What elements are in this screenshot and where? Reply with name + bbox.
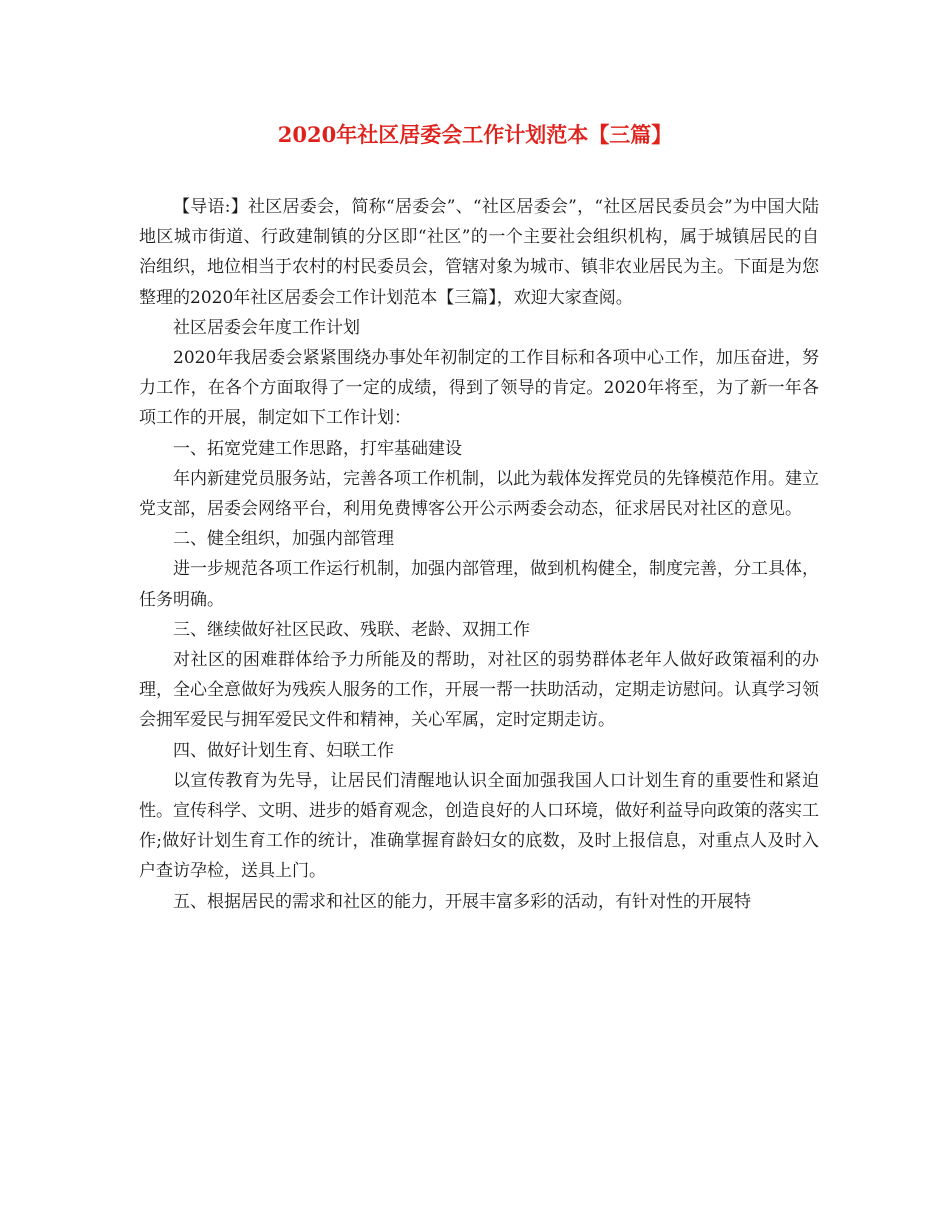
section-heading-4: 四、做好计划生育、妇联工作 bbox=[173, 740, 394, 761]
body-paragraph: 对社区的困难群体给予力所能及的帮助，对社区的弱势群体老年人做好政策福利的办理，全心全意做好为残疾人服务的工作，开展一帮一扶助活动，定期走访慰问。认真学习领会拥军爱民与拥军爱民文件和精神，关心军属，定时定期走访。 bbox=[139, 650, 819, 731]
document-body bbox=[139, 192, 819, 917]
section-heading-annual-plan: 社区居委会年度工作计划 bbox=[173, 317, 360, 338]
section-heading-5: 五、根据居民的需求和社区的能力，开展丰富多彩的活动，有针对性的开展特 bbox=[173, 891, 751, 912]
document-title: 2020年社区居委会工作计划范本【三篇】 bbox=[277, 122, 673, 147]
intro-paragraph: 【导语:】社区居委会，简称“居委会”、“社区居委会”，“社区居民委员会”为中国大陆地区城市街道、行政建制镇的分区即“社区”的一个主要社会组织机构，属于城镇居民的自治组织，地位相当于农村的村民委员会，管辖对象为城市、镇非农业居民为主。下面是为您整理的2020年社区居委会工作计划范本【三篇】，欢迎大家查阅。 bbox=[139, 197, 819, 308]
section-heading-3: 三、继续做好社区民政、残联、老龄、双拥工作 bbox=[173, 619, 530, 640]
body-paragraph: 以宣传教育为先导，让居民们清醒地认识全面加强我国人口计划生育的重要性和紧迫性。宣传科学、文明、进步的婚育观念，创造良好的人口环境，做好利益导向政策的落实工作;做好计划生育工作的统计，准确掌握育龄妇女的底数，及时上报信息，对重点人及时入户查访孕检，送具上门。 bbox=[139, 770, 819, 882]
body-paragraph: 年内新建党员服务站，完善各项工作机制，以此为载体发挥党员的先锋模范作用。建立党支部，居委会网络平台，利用免费博客公开公示两委会动态，征求居民对社区的意见。 bbox=[139, 468, 819, 520]
section-heading-2: 二、健全组织，加强内部管理 bbox=[173, 529, 394, 550]
body-paragraph: 2020年我居委会紧紧围绕办事处年初制定的工作目标和各项中心工作，加压奋进，努力工作，在各个方面取得了一定的成绩，得到了领导的肯定。2020年将至，为了新一年各项工作的开展，制定如下工作计划： bbox=[139, 348, 819, 429]
section-heading-1: 一、拓宽党建工作思路，打牢基础建设 bbox=[173, 438, 462, 459]
body-paragraph: 进一步规范各项工作运行机制，加强内部管理，做到机构健全，制度完善，分工具体，任务明确。 bbox=[139, 559, 819, 610]
